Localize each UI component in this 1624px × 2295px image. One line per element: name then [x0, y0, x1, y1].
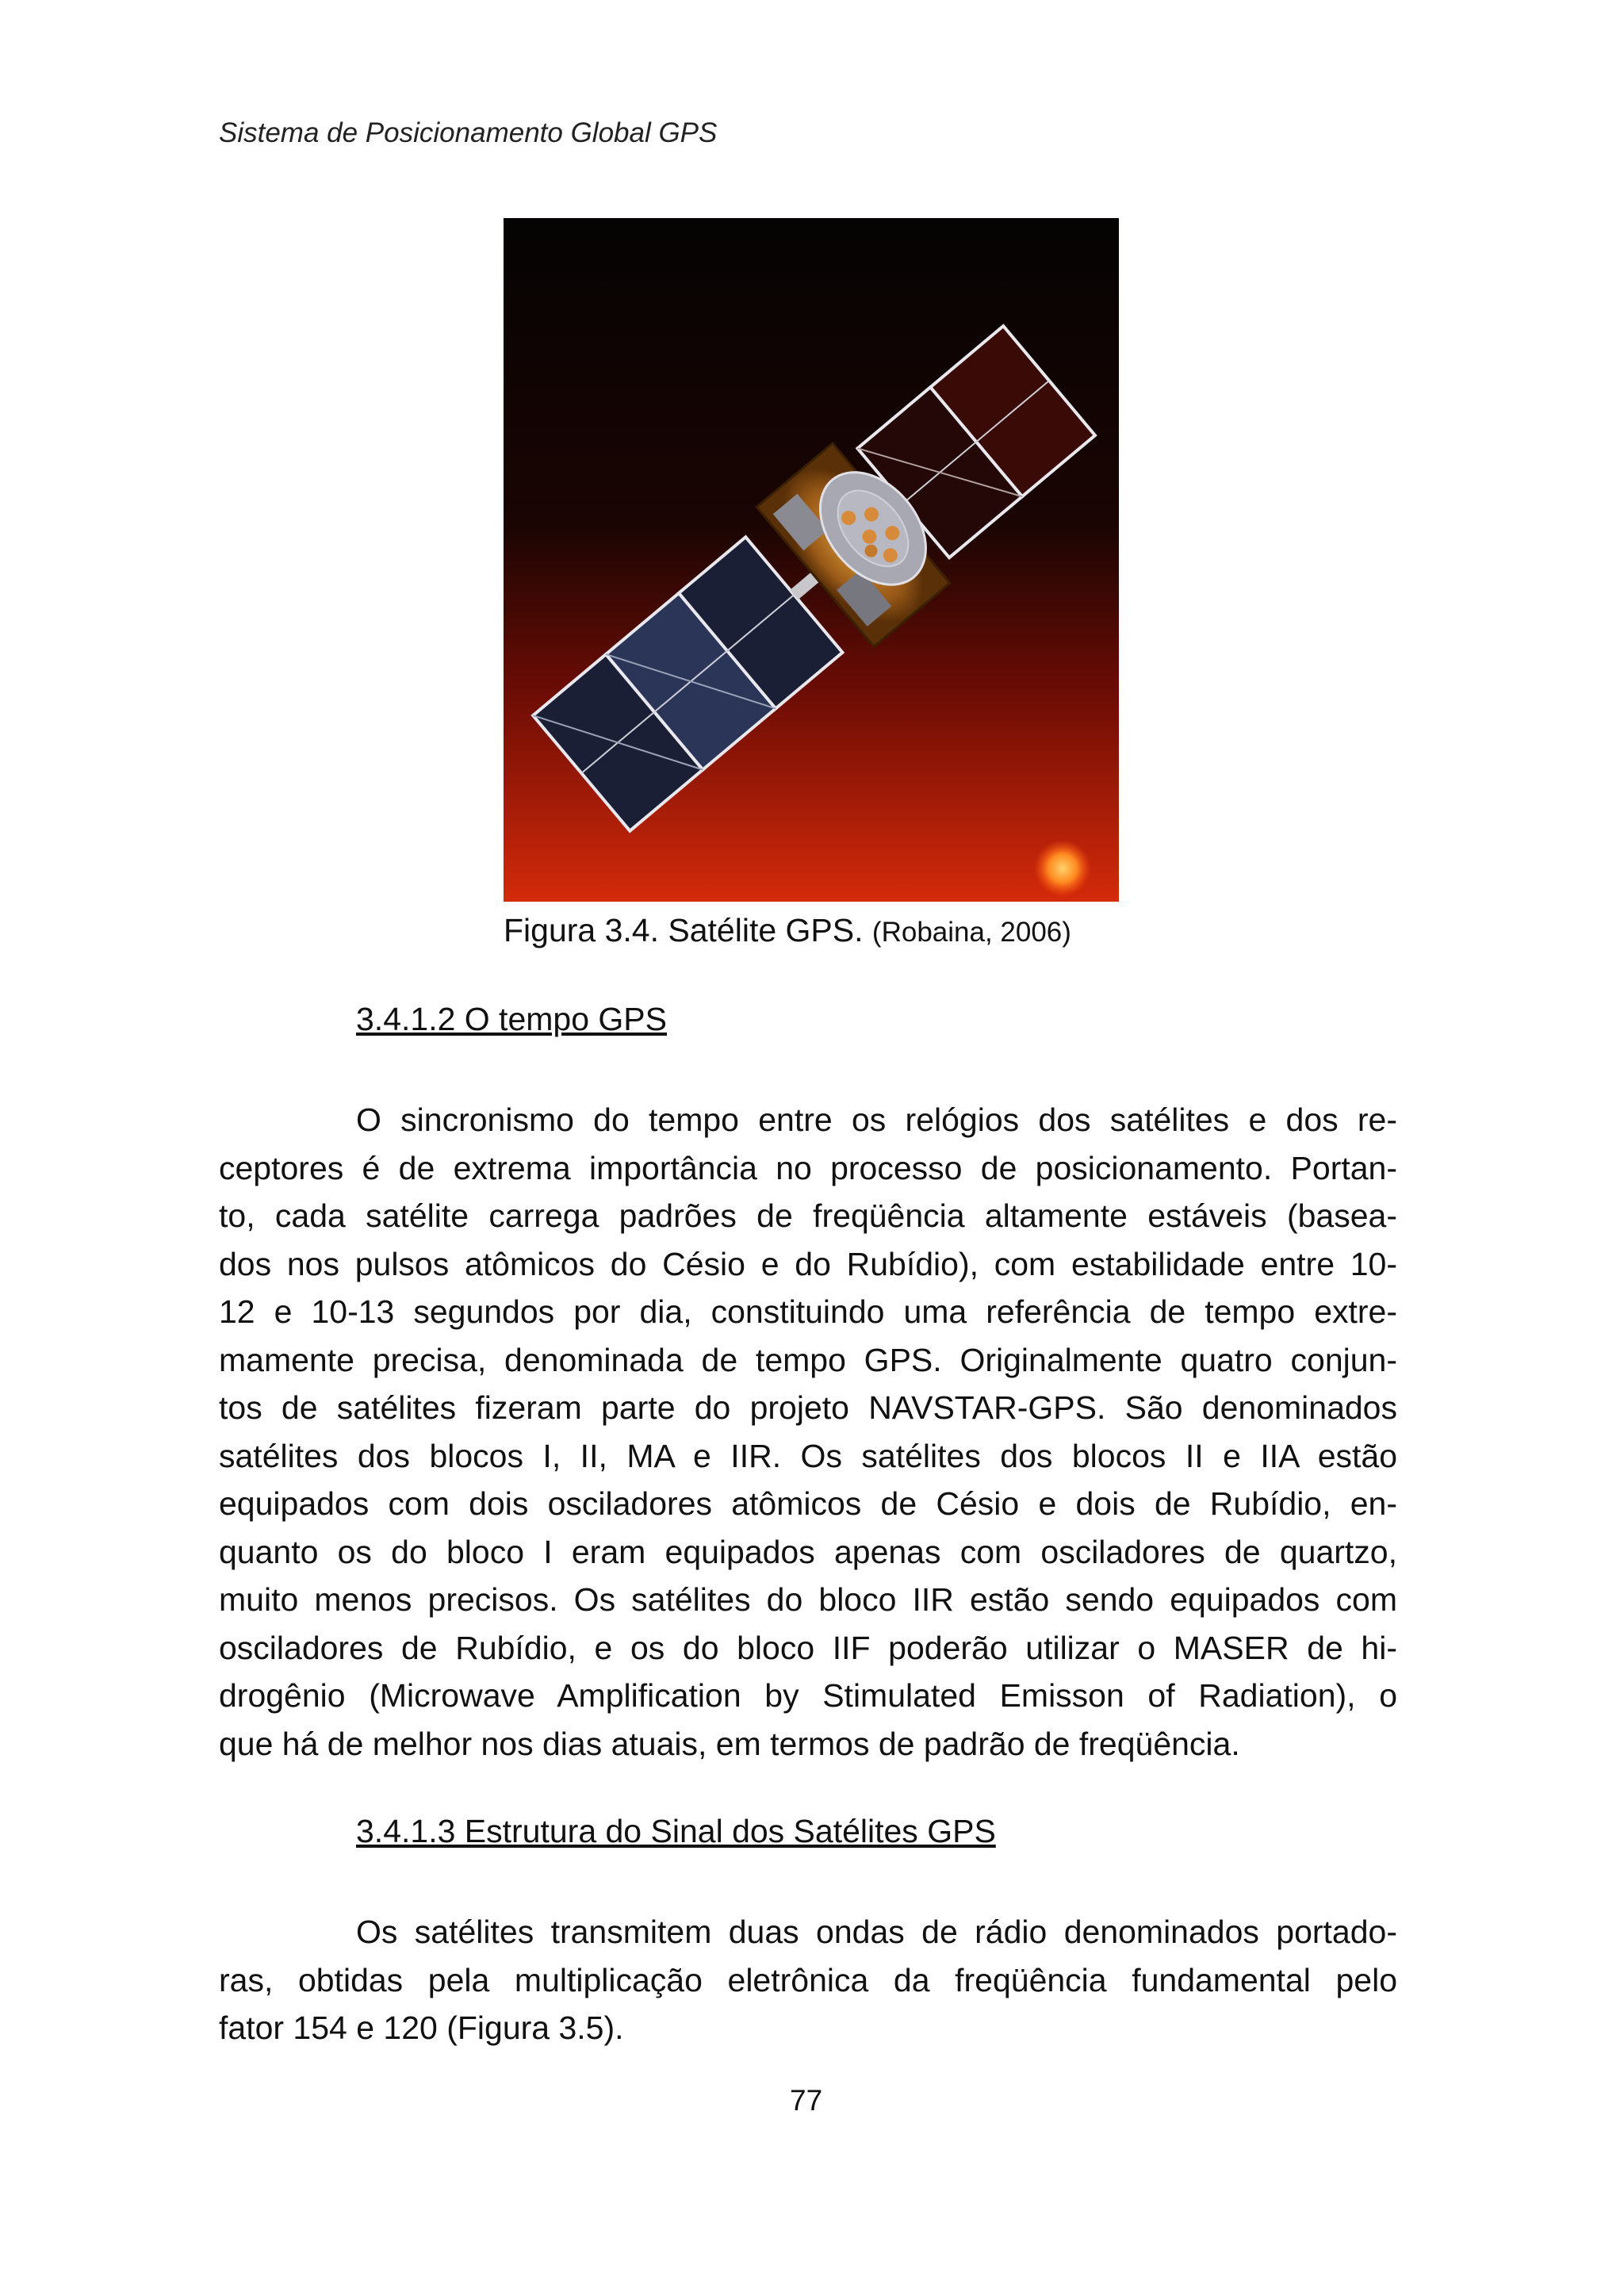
paragraph-line: Os satélites transmitem duas ondas de rádio denominados portado- [356, 1914, 1397, 1950]
paragraph-estrutura-sinal [219, 1908, 1397, 2052]
paragraph-tempo-gps [219, 1096, 1397, 1768]
page-number: 77 [790, 2084, 823, 2117]
paragraph-line: ceptores é de extrema importância no processo de posicionamento. Portan- [219, 1149, 1397, 1186]
figure-caption-title: Figura 3.4. Satélite GPS. [504, 912, 864, 948]
figure-caption [504, 912, 1071, 949]
paragraph-line: 12 e 10-13 segundos por dia, constituindo uma referência de tempo extre- [219, 1293, 1397, 1330]
satellite-image [504, 218, 1119, 902]
paragraph-line: osciladores de Rubídio, e os do bloco IIF poderão utilizar o MASER de hi- [219, 1629, 1397, 1666]
paragraph-line: tos de satélites fizeram parte do projeto NAVSTAR-GPS. São denominados [219, 1389, 1397, 1426]
paragraph-line: fator 154 e 120 (Figura 3.5). [219, 2010, 624, 2046]
paragraph-line: dos nos pulsos atômicos do Césio e do Rubídio), com estabilidade entre 10- [219, 1245, 1397, 1282]
paragraph-line: ras, obtidas pela multiplicação eletrônica da freqüência fundamental pelo [219, 1961, 1397, 1998]
running-header: Sistema de Posicionamento Global GPS [219, 117, 718, 148]
section-heading-estrutura-sinal: 3.4.1.3 Estrutura do Sinal dos Satélites GPS [356, 1813, 996, 1849]
paragraph-line: que há de melhor nos dias atuais, em termos de padrão de freqüência. [219, 1725, 1240, 1762]
paragraph-line: mamente precisa, denominada de tempo GPS. Originalmente quatro conjun- [219, 1341, 1397, 1378]
paragraph-line: equipados com dois osciladores atômicos de Césio e dois de Rubídio, en- [219, 1485, 1397, 1522]
figure-caption-source: (Robaina, 2006) [871, 917, 1071, 948]
section-heading-tempo-gps: 3.4.1.2 O tempo GPS [356, 1001, 667, 1037]
paragraph-line: quanto os do bloco I eram equipados apenas com osciladores de quartzo, [219, 1533, 1397, 1570]
paragraph-line: satélites dos blocos I, II, MA e IIR. Os satélites dos blocos II e IIA estão [219, 1437, 1397, 1474]
paragraph-line: to, cada satélite carrega padrões de freqüência altamente estáveis (basea- [219, 1197, 1397, 1234]
paragraph-line: muito menos precisos. Os satélites do bloco IIR estão sendo equipados com [219, 1581, 1397, 1618]
paragraph-line: O sincronismo do tempo entre os relógios dos satélites e dos re- [356, 1102, 1397, 1138]
paragraph-line: drogênio (Microwave Amplification by Stimulated Emisson of Radiation), o [219, 1677, 1397, 1714]
satellite-figure [504, 218, 1119, 902]
